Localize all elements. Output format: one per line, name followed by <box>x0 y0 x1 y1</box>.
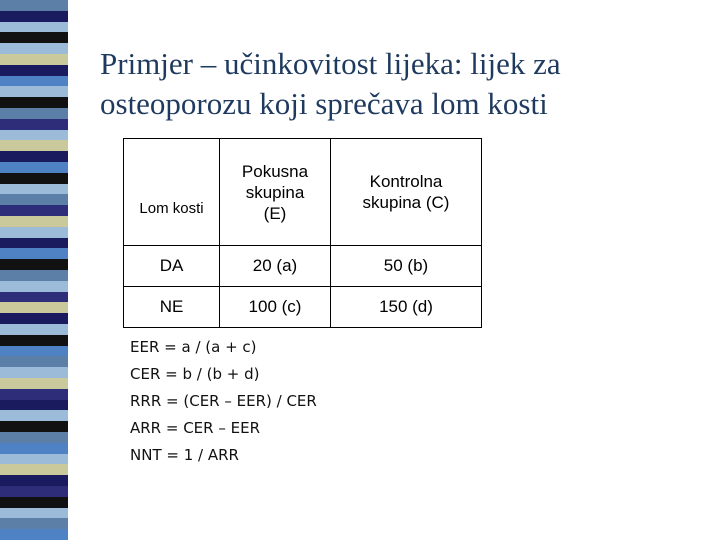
decorative-stripe <box>0 130 68 141</box>
decorative-stripe-bar <box>0 0 68 540</box>
decorative-stripe <box>0 475 68 486</box>
decorative-stripe <box>0 335 68 346</box>
decorative-stripe <box>0 389 68 400</box>
decorative-stripe <box>0 486 68 497</box>
decorative-stripe <box>0 324 68 335</box>
decorative-stripe <box>0 0 68 11</box>
decorative-stripe <box>0 227 68 238</box>
decorative-stripe <box>0 184 68 195</box>
decorative-stripe <box>0 443 68 454</box>
decorative-stripe <box>0 22 68 33</box>
decorative-stripe <box>0 194 68 205</box>
decorative-stripe <box>0 151 68 162</box>
table-cell: DA <box>124 246 220 287</box>
header-pokusna-line-2: skupina <box>245 182 305 202</box>
decorative-stripe <box>0 270 68 281</box>
header-kontrolna-line-2: skupina (C) <box>362 193 450 212</box>
header-pokusna-skupina <box>220 139 331 246</box>
decorative-stripe <box>0 173 68 184</box>
decorative-stripe <box>0 378 68 389</box>
formula-rrr: RRR = (CER – EER) / CER <box>130 392 317 410</box>
header-pokusna-line-3: (E) <box>263 203 287 223</box>
decorative-stripe <box>0 108 68 119</box>
header-pokusna-line-1: Pokusna <box>241 161 309 181</box>
decorative-stripe <box>0 216 68 227</box>
decorative-stripe <box>0 529 68 540</box>
formula-nnt: NNT = 1 / ARR <box>130 446 239 464</box>
decorative-stripe <box>0 432 68 443</box>
slide-title-line-1: Primjer – učinkovitost lijeka: lijek za <box>100 46 561 81</box>
slide-title-line-2: osteoporozu koji sprečava lom kosti <box>100 86 548 121</box>
formula-eer: EER = a / (a + c) <box>130 338 257 356</box>
decorative-stripe <box>0 508 68 519</box>
decorative-stripe <box>0 86 68 97</box>
decorative-stripe <box>0 410 68 421</box>
formula-cer: CER = b / (b + d) <box>130 365 260 383</box>
decorative-stripe <box>0 43 68 54</box>
decorative-stripe <box>0 356 68 367</box>
decorative-stripe <box>0 400 68 411</box>
formula-arr: ARR = CER – EER <box>130 419 260 437</box>
fracture-table <box>123 138 482 328</box>
decorative-stripe <box>0 140 68 151</box>
table-cell: 50 (b) <box>331 246 482 287</box>
decorative-stripe <box>0 259 68 270</box>
decorative-stripe <box>0 65 68 76</box>
decorative-stripe <box>0 346 68 357</box>
decorative-stripe <box>0 32 68 43</box>
decorative-stripe <box>0 238 68 249</box>
decorative-stripe <box>0 367 68 378</box>
table-header-row <box>124 139 482 246</box>
decorative-stripe <box>0 76 68 87</box>
decorative-stripe <box>0 454 68 465</box>
table-row <box>124 287 482 328</box>
decorative-stripe <box>0 97 68 108</box>
decorative-stripe <box>0 162 68 173</box>
decorative-stripe <box>0 54 68 65</box>
decorative-stripe <box>0 292 68 303</box>
table-cell: 150 (d) <box>331 287 482 328</box>
table-row <box>124 246 482 287</box>
table-cell: NE <box>124 287 220 328</box>
decorative-stripe <box>0 205 68 216</box>
decorative-stripe <box>0 464 68 475</box>
decorative-stripe <box>0 421 68 432</box>
decorative-stripe <box>0 119 68 130</box>
table-cell: 100 (c) <box>220 287 331 328</box>
decorative-stripe <box>0 11 68 22</box>
header-kontrolna-skupina <box>331 139 482 246</box>
decorative-stripe <box>0 518 68 529</box>
table-cell: 20 (a) <box>220 246 331 287</box>
header-lom-kosti: Lom kosti <box>124 139 220 246</box>
slide-title <box>100 44 700 124</box>
decorative-stripe <box>0 497 68 508</box>
formula-list <box>130 334 317 469</box>
header-kontrolna-line-1: Kontrolna <box>369 172 443 191</box>
decorative-stripe <box>0 302 68 313</box>
decorative-stripe <box>0 281 68 292</box>
decorative-stripe <box>0 248 68 259</box>
decorative-stripe <box>0 313 68 324</box>
